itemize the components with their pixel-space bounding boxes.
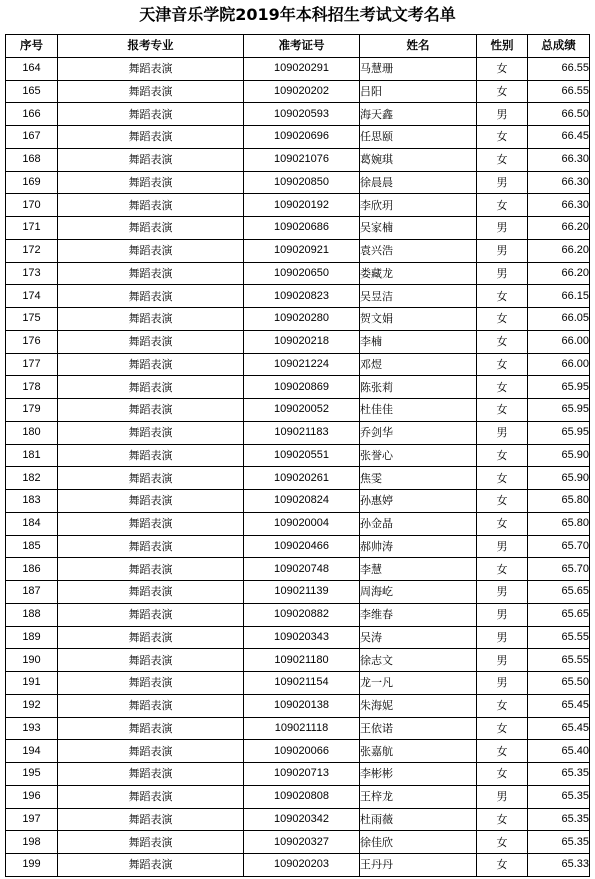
row-name: 葛婉琪 <box>360 148 477 171</box>
table-row <box>6 740 590 763</box>
row-name: 李彬彬 <box>360 763 477 786</box>
row-exam-id: 109020824 <box>244 490 360 513</box>
row-gender: 女 <box>477 854 528 877</box>
row-name: 徐佳欣 <box>360 831 477 854</box>
row-major: 舞蹈表演 <box>58 262 244 285</box>
row-number: 183 <box>6 490 58 513</box>
row-exam-id: 109020192 <box>244 194 360 217</box>
row-major: 舞蹈表演 <box>58 421 244 444</box>
row-name: 张嘉航 <box>360 740 477 763</box>
row-total-score: 65.35 <box>528 763 590 786</box>
row-exam-id: 109020869 <box>244 376 360 399</box>
row-gender: 女 <box>477 808 528 831</box>
row-total-score: 65.40 <box>528 740 590 763</box>
row-gender: 男 <box>477 239 528 262</box>
row-major: 舞蹈表演 <box>58 194 244 217</box>
row-gender: 女 <box>477 558 528 581</box>
row-name: 王丹丹 <box>360 854 477 877</box>
row-total-score: 66.00 <box>528 353 590 376</box>
row-number: 189 <box>6 626 58 649</box>
row-total-score: 65.70 <box>528 558 590 581</box>
row-exam-id: 109020066 <box>244 740 360 763</box>
row-total-score: 65.65 <box>528 581 590 604</box>
row-major: 舞蹈表演 <box>58 376 244 399</box>
row-gender: 女 <box>477 831 528 854</box>
row-major: 舞蹈表演 <box>58 57 244 80</box>
row-major: 舞蹈表演 <box>58 512 244 535</box>
row-name: 孙惠婷 <box>360 490 477 513</box>
row-name: 李楠 <box>360 330 477 353</box>
row-gender: 女 <box>477 490 528 513</box>
row-total-score: 65.35 <box>528 808 590 831</box>
row-exam-id: 109020593 <box>244 103 360 126</box>
row-gender: 女 <box>477 80 528 103</box>
row-exam-id: 109020686 <box>244 217 360 240</box>
row-gender: 女 <box>477 717 528 740</box>
column-header-gender: 性别 <box>477 35 528 58</box>
row-exam-id: 109020808 <box>244 785 360 808</box>
table-row <box>6 763 590 786</box>
row-name: 孙金晶 <box>360 512 477 535</box>
table-body <box>6 57 590 876</box>
table-row <box>6 490 590 513</box>
row-major: 舞蹈表演 <box>58 148 244 171</box>
row-exam-id: 109021076 <box>244 148 360 171</box>
table-row <box>6 171 590 194</box>
row-major: 舞蹈表演 <box>58 626 244 649</box>
table-row <box>6 694 590 717</box>
row-name: 王依诺 <box>360 717 477 740</box>
row-number: 167 <box>6 126 58 149</box>
row-exam-id: 109020218 <box>244 330 360 353</box>
row-number: 194 <box>6 740 58 763</box>
column-header-total-score: 总成绩 <box>528 35 590 58</box>
row-total-score: 66.00 <box>528 330 590 353</box>
table-row <box>6 421 590 444</box>
row-name: 徐晨晨 <box>360 171 477 194</box>
row-major: 舞蹈表演 <box>58 785 244 808</box>
row-number: 177 <box>6 353 58 376</box>
column-header-major: 报考专业 <box>58 35 244 58</box>
row-major: 舞蹈表演 <box>58 558 244 581</box>
row-total-score: 65.55 <box>528 649 590 672</box>
row-number: 172 <box>6 239 58 262</box>
row-number: 195 <box>6 763 58 786</box>
table-row <box>6 535 590 558</box>
row-exam-id: 109020342 <box>244 808 360 831</box>
row-exam-id: 109020261 <box>244 467 360 490</box>
table-row <box>6 148 590 171</box>
row-name: 吴昱洁 <box>360 285 477 308</box>
row-total-score: 65.90 <box>528 467 590 490</box>
row-major: 舞蹈表演 <box>58 831 244 854</box>
row-name: 王梓龙 <box>360 785 477 808</box>
row-total-score: 66.20 <box>528 262 590 285</box>
table-row <box>6 467 590 490</box>
row-major: 舞蹈表演 <box>58 467 244 490</box>
table-row <box>6 217 590 240</box>
row-gender: 女 <box>477 376 528 399</box>
row-gender: 男 <box>477 535 528 558</box>
table-row <box>6 262 590 285</box>
row-total-score: 66.55 <box>528 80 590 103</box>
table-row <box>6 512 590 535</box>
row-gender: 女 <box>477 740 528 763</box>
row-gender: 男 <box>477 217 528 240</box>
row-major: 舞蹈表演 <box>58 308 244 331</box>
row-major: 舞蹈表演 <box>58 80 244 103</box>
row-major: 舞蹈表演 <box>58 717 244 740</box>
row-gender: 男 <box>477 171 528 194</box>
row-gender: 男 <box>477 421 528 444</box>
row-exam-id: 109020138 <box>244 694 360 717</box>
table-row <box>6 854 590 877</box>
row-number: 164 <box>6 57 58 80</box>
row-exam-id: 109021154 <box>244 672 360 695</box>
row-gender: 女 <box>477 126 528 149</box>
column-header-name: 姓名 <box>360 35 477 58</box>
row-total-score: 65.33 <box>528 854 590 877</box>
table-row <box>6 785 590 808</box>
row-gender: 女 <box>477 512 528 535</box>
row-name: 海天鑫 <box>360 103 477 126</box>
row-name: 郝帅涛 <box>360 535 477 558</box>
row-gender: 女 <box>477 285 528 308</box>
row-exam-id: 109020343 <box>244 626 360 649</box>
row-number: 187 <box>6 581 58 604</box>
row-number: 188 <box>6 603 58 626</box>
row-major: 舞蹈表演 <box>58 808 244 831</box>
row-gender: 女 <box>477 353 528 376</box>
row-name: 杜佳佳 <box>360 399 477 422</box>
row-number: 186 <box>6 558 58 581</box>
row-exam-id: 109021139 <box>244 581 360 604</box>
table-row <box>6 626 590 649</box>
row-name: 杜雨薇 <box>360 808 477 831</box>
row-gender: 女 <box>477 308 528 331</box>
column-header-number: 序号 <box>6 35 58 58</box>
row-total-score: 66.20 <box>528 217 590 240</box>
row-gender: 女 <box>477 330 528 353</box>
row-exam-id: 109020280 <box>244 308 360 331</box>
table-row <box>6 717 590 740</box>
row-total-score: 66.30 <box>528 171 590 194</box>
row-major: 舞蹈表演 <box>58 103 244 126</box>
row-gender: 男 <box>477 103 528 126</box>
row-number: 180 <box>6 421 58 444</box>
row-exam-id: 109020748 <box>244 558 360 581</box>
row-exam-id: 109020921 <box>244 239 360 262</box>
row-name: 焦雯 <box>360 467 477 490</box>
table-row <box>6 808 590 831</box>
row-number: 198 <box>6 831 58 854</box>
row-total-score: 65.90 <box>528 444 590 467</box>
row-total-score: 66.05 <box>528 308 590 331</box>
row-name: 朱海妮 <box>360 694 477 717</box>
row-number: 191 <box>6 672 58 695</box>
row-gender: 男 <box>477 649 528 672</box>
row-exam-id: 109021118 <box>244 717 360 740</box>
row-total-score: 66.15 <box>528 285 590 308</box>
row-major: 舞蹈表演 <box>58 672 244 695</box>
row-exam-id: 109020327 <box>244 831 360 854</box>
row-total-score: 65.55 <box>528 626 590 649</box>
row-name: 周海屹 <box>360 581 477 604</box>
row-exam-id: 109020551 <box>244 444 360 467</box>
row-number: 199 <box>6 854 58 877</box>
row-total-score: 65.95 <box>528 421 590 444</box>
row-major: 舞蹈表演 <box>58 535 244 558</box>
row-total-score: 65.95 <box>528 399 590 422</box>
table-row <box>6 308 590 331</box>
row-major: 舞蹈表演 <box>58 581 244 604</box>
row-major: 舞蹈表演 <box>58 353 244 376</box>
row-major: 舞蹈表演 <box>58 171 244 194</box>
row-exam-id: 109021224 <box>244 353 360 376</box>
row-total-score: 66.50 <box>528 103 590 126</box>
row-number: 173 <box>6 262 58 285</box>
row-exam-id: 109020713 <box>244 763 360 786</box>
row-gender: 女 <box>477 399 528 422</box>
row-major: 舞蹈表演 <box>58 854 244 877</box>
row-number: 170 <box>6 194 58 217</box>
row-number: 184 <box>6 512 58 535</box>
row-major: 舞蹈表演 <box>58 399 244 422</box>
row-total-score: 65.35 <box>528 831 590 854</box>
table-row <box>6 376 590 399</box>
row-name: 任思颐 <box>360 126 477 149</box>
row-number: 178 <box>6 376 58 399</box>
row-number: 176 <box>6 330 58 353</box>
row-total-score: 66.45 <box>528 126 590 149</box>
row-name: 李慧 <box>360 558 477 581</box>
row-major: 舞蹈表演 <box>58 217 244 240</box>
row-number: 185 <box>6 535 58 558</box>
row-gender: 女 <box>477 467 528 490</box>
row-major: 舞蹈表演 <box>58 444 244 467</box>
row-number: 190 <box>6 649 58 672</box>
row-total-score: 65.80 <box>528 512 590 535</box>
row-major: 舞蹈表演 <box>58 126 244 149</box>
row-major: 舞蹈表演 <box>58 694 244 717</box>
table-row <box>6 444 590 467</box>
row-gender: 女 <box>477 694 528 717</box>
row-name: 张誉心 <box>360 444 477 467</box>
table-row <box>6 399 590 422</box>
row-number: 193 <box>6 717 58 740</box>
row-total-score: 65.65 <box>528 603 590 626</box>
row-gender: 女 <box>477 57 528 80</box>
row-major: 舞蹈表演 <box>58 285 244 308</box>
row-total-score: 65.80 <box>528 490 590 513</box>
row-exam-id: 109020696 <box>244 126 360 149</box>
table-row <box>6 558 590 581</box>
row-number: 165 <box>6 80 58 103</box>
row-exam-id: 109021183 <box>244 421 360 444</box>
table-row <box>6 285 590 308</box>
row-number: 166 <box>6 103 58 126</box>
row-exam-id: 109020650 <box>244 262 360 285</box>
table-row <box>6 194 590 217</box>
row-name: 李维春 <box>360 603 477 626</box>
table-row <box>6 330 590 353</box>
row-total-score: 66.20 <box>528 239 590 262</box>
row-gender: 男 <box>477 262 528 285</box>
row-name: 袁兴浩 <box>360 239 477 262</box>
table-row <box>6 581 590 604</box>
table-row <box>6 57 590 80</box>
row-exam-id: 109020004 <box>244 512 360 535</box>
row-gender: 男 <box>477 785 528 808</box>
row-exam-id: 109020466 <box>244 535 360 558</box>
row-gender: 女 <box>477 148 528 171</box>
row-total-score: 65.45 <box>528 694 590 717</box>
row-gender: 女 <box>477 444 528 467</box>
row-number: 197 <box>6 808 58 831</box>
row-name: 马慧珊 <box>360 57 477 80</box>
table-row <box>6 649 590 672</box>
row-total-score: 66.30 <box>528 194 590 217</box>
row-major: 舞蹈表演 <box>58 239 244 262</box>
row-exam-id: 109020203 <box>244 854 360 877</box>
row-exam-id: 109021180 <box>244 649 360 672</box>
row-gender: 男 <box>477 603 528 626</box>
row-gender: 男 <box>477 581 528 604</box>
row-exam-id: 109020882 <box>244 603 360 626</box>
row-gender: 女 <box>477 763 528 786</box>
row-number: 179 <box>6 399 58 422</box>
row-exam-id: 109020202 <box>244 80 360 103</box>
row-number: 175 <box>6 308 58 331</box>
results-table <box>5 34 590 877</box>
row-gender: 女 <box>477 194 528 217</box>
row-exam-id: 109020291 <box>244 57 360 80</box>
row-number: 181 <box>6 444 58 467</box>
table-row <box>6 126 590 149</box>
row-major: 舞蹈表演 <box>58 330 244 353</box>
row-name: 乔剑华 <box>360 421 477 444</box>
row-total-score: 65.70 <box>528 535 590 558</box>
row-exam-id: 109020850 <box>244 171 360 194</box>
row-total-score: 66.55 <box>528 57 590 80</box>
row-exam-id: 109020823 <box>244 285 360 308</box>
row-name: 吴涛 <box>360 626 477 649</box>
page-title: 天津音乐学院2019年本科招生考试文考名单 <box>139 5 456 24</box>
row-total-score: 66.30 <box>528 148 590 171</box>
row-name: 李欣玥 <box>360 194 477 217</box>
row-gender: 男 <box>477 626 528 649</box>
row-total-score: 65.50 <box>528 672 590 695</box>
table-row <box>6 603 590 626</box>
row-major: 舞蹈表演 <box>58 763 244 786</box>
row-name: 吴家楠 <box>360 217 477 240</box>
row-major: 舞蹈表演 <box>58 740 244 763</box>
row-name: 陈张莉 <box>360 376 477 399</box>
row-gender: 男 <box>477 672 528 695</box>
row-name: 邓煜 <box>360 353 477 376</box>
table-row <box>6 672 590 695</box>
row-name: 贺文娟 <box>360 308 477 331</box>
row-number: 196 <box>6 785 58 808</box>
table-row <box>6 239 590 262</box>
row-number: 171 <box>6 217 58 240</box>
table-row <box>6 353 590 376</box>
row-number: 192 <box>6 694 58 717</box>
row-major: 舞蹈表演 <box>58 649 244 672</box>
row-major: 舞蹈表演 <box>58 490 244 513</box>
row-name: 徐志文 <box>360 649 477 672</box>
row-total-score: 65.45 <box>528 717 590 740</box>
row-major: 舞蹈表演 <box>58 603 244 626</box>
table-row <box>6 831 590 854</box>
row-number: 168 <box>6 148 58 171</box>
row-exam-id: 109020052 <box>244 399 360 422</box>
table-header-row <box>6 35 590 58</box>
row-number: 174 <box>6 285 58 308</box>
column-header-exam-id: 准考证号 <box>244 35 360 58</box>
row-number: 182 <box>6 467 58 490</box>
row-name: 娄藏龙 <box>360 262 477 285</box>
row-number: 169 <box>6 171 58 194</box>
row-name: 吕阳 <box>360 80 477 103</box>
table-row <box>6 80 590 103</box>
table-row <box>6 103 590 126</box>
row-total-score: 65.95 <box>528 376 590 399</box>
row-name: 龙一凡 <box>360 672 477 695</box>
row-total-score: 65.35 <box>528 785 590 808</box>
